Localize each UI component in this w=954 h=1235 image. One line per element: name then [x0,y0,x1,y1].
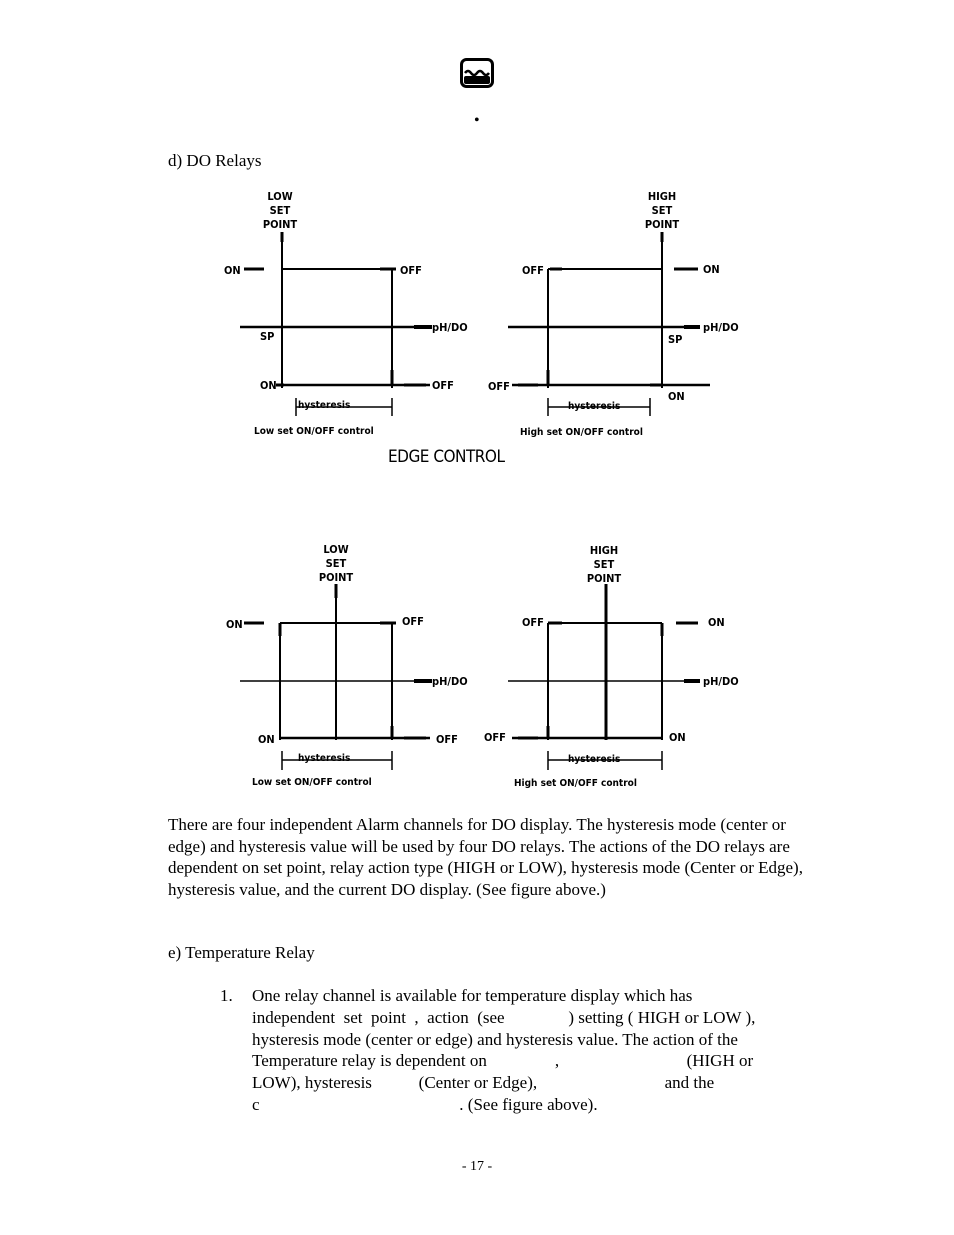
section-e-heading: e) Temperature Relay [168,943,315,962]
off-label: OFF [400,264,422,277]
list-item-line: Temperature relay is dependent on , (HIGH or [252,1051,754,1070]
hysteresis-label: hysteresis [298,400,351,411]
hysteresis-label: hysteresis [298,753,351,764]
off-label: OFF [436,733,458,746]
sp-label: SP [668,333,683,346]
on-label: ON [668,390,685,403]
low-set-point-label-3: POINT [318,571,354,584]
off-label: OFF [488,380,510,393]
on-label: ON [224,264,241,277]
low-set-point-label-3: POINT [262,218,298,231]
sp-label: SP [260,330,275,343]
hysteresis-label: hysteresis [568,754,621,765]
on-label: ON [226,618,243,631]
on-label: ON [258,733,275,746]
high-caption: High set ON/OFF control [520,427,643,438]
on-label: ON [703,263,720,276]
list-item-line: LOW), hysteresis (Center or Edge), and the [252,1073,715,1092]
high-set-point-label-1: HIGH [647,190,677,203]
ph-do-axis-label: pH/DO [703,321,739,334]
ph-do-axis-label: pH/DO [703,675,739,688]
low-set-point-label-1: LOW [267,190,293,203]
on-label: ON [669,731,686,744]
list-item-line: independent set point , action (see ) setting ( HIGH or LOW ), [252,1008,756,1027]
ph-do-axis-label: pH/DO [432,321,468,334]
hysteresis-label: hysteresis [568,401,621,412]
edge-control-title: EDGE CONTROL [388,447,505,467]
low-set-point-label-1: LOW [323,543,349,556]
off-label: OFF [522,264,544,277]
page-number: - 17 - [461,1159,493,1174]
on-label: ON [260,379,277,392]
do-relays-paragraph: There are four independent Alarm channels for DO display. The hysteresis mode (center or edge) and hysteresis value will be used by four DO relays. The actions of the DO relays are dependent on set point, relay action type (HIGH or LOW), hysteresis mode (Center or Edge), hysteresis value, and the current DO display. (See figure above.) [168,815,803,899]
off-label: OFF [522,616,544,629]
section-d-heading: d) DO Relays [168,151,262,170]
high-caption: High set ON/OFF control [514,778,637,789]
off-label: OFF [484,731,506,744]
water-waves-logo-icon [460,58,494,88]
off-label: OFF [402,615,424,628]
low-set-point-label-2: SET [325,557,347,570]
low-set-point-label-2: SET [269,204,291,217]
low-caption: Low set ON/OFF control [254,426,374,437]
relay-diagram [200,170,740,800]
high-set-point-label-1: HIGH [589,544,619,557]
list-item-line: c . (See figure above). [252,1095,598,1114]
bullet: • [474,112,480,129]
high-set-point-label-2: SET [651,204,673,217]
high-set-point-label-3: POINT [644,218,680,231]
high-set-point-label-3: POINT [586,572,622,585]
off-label: OFF [432,379,454,392]
ph-do-axis-label: pH/DO [432,675,468,688]
list-item-line: hysteresis mode (center or edge) and hysteresis value. The action of the [252,1030,738,1049]
list-item-line: One relay channel is available for temperature display which has [252,986,693,1005]
list-item-number: 1. [220,986,233,1005]
high-set-point-label-2: SET [593,558,615,571]
on-label: ON [708,616,725,629]
low-caption: Low set ON/OFF control [252,777,372,788]
